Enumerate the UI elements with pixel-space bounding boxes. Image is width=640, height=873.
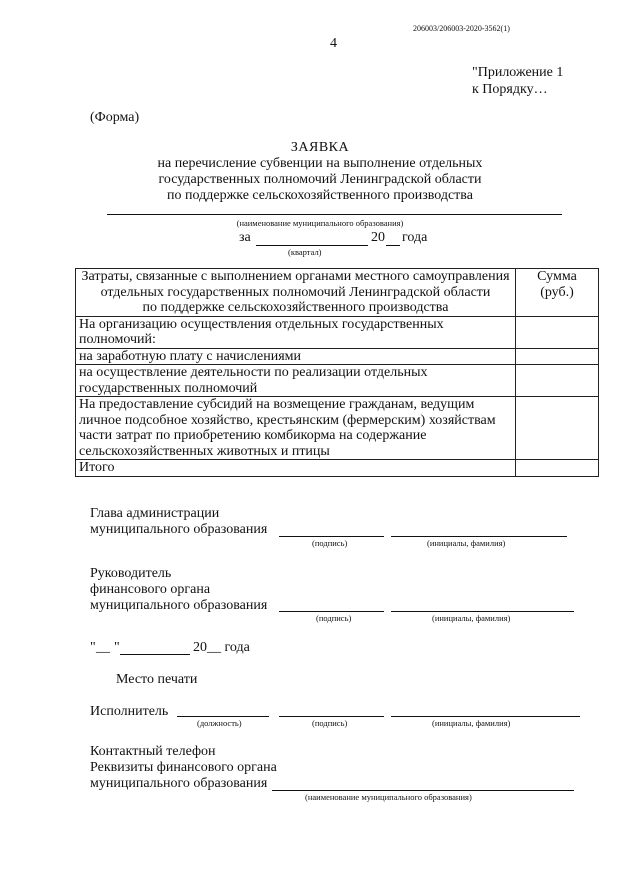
row-sum-cell[interactable]	[516, 397, 599, 460]
table-row	[76, 316, 599, 348]
head-name-caption: (инициалы, фамилия)	[427, 538, 506, 548]
finance-title-line-3: муниципального образования	[90, 598, 268, 613]
row-text-line: На предоставление субсидий на возмещение гражданам, ведущим	[79, 397, 475, 412]
row-label-cell	[76, 348, 516, 365]
row-text-line: Итого	[79, 460, 115, 475]
period-year-suffix: года	[402, 230, 428, 245]
table-row-total	[76, 460, 599, 477]
row-sum-cell[interactable]	[516, 316, 599, 348]
quarter-blank-line	[256, 245, 368, 246]
date-day-blank[interactable]: __	[96, 640, 110, 655]
form-label: (Форма)	[90, 110, 140, 125]
header-cell-expenses	[76, 269, 516, 317]
header-text-line: Сумма	[537, 269, 577, 284]
municipality-blank-line	[107, 214, 562, 215]
row-sum-cell[interactable]	[516, 348, 599, 365]
stamp-place-label: Место печати	[116, 672, 198, 687]
row-text-line: На организацию осуществления отдельных государственных	[79, 316, 444, 332]
row-text-line: государственных полномочий	[79, 380, 258, 396]
row-text-line: сельскохозяйственных животных и птицы	[79, 443, 330, 459]
executor-label: Исполнитель	[90, 704, 169, 719]
head-signature-caption: (подпись)	[312, 538, 348, 548]
title-line-3: по поддержке сельскохозяйственного производства	[167, 188, 473, 203]
date-quote-close: "	[114, 640, 120, 655]
date-month-line[interactable]	[120, 654, 190, 655]
finance-signature-line[interactable]	[279, 611, 384, 612]
table-header-row	[76, 269, 599, 317]
header-cell-sum	[516, 269, 599, 317]
document-title: ЗАЯВКА	[290, 140, 350, 155]
row-text-line: части затрат по приобретению комбикорма на содержание	[79, 428, 427, 443]
contact-phone-label: Контактный телефон	[90, 744, 216, 759]
period-year-prefix: 20	[371, 230, 385, 245]
quarter-caption: (квартал)	[288, 247, 322, 257]
title-line-2: государственных полномочий Ленинградской области	[158, 172, 482, 187]
page-number: 4	[330, 36, 337, 51]
period-prefix: за	[239, 230, 251, 245]
date-year: 20__ года	[193, 640, 250, 655]
row-label-cell	[76, 460, 516, 477]
municipality-name-caption: (наименование муниципального образования)	[305, 792, 472, 802]
municipality-caption: (наименование муниципального образования)	[236, 218, 404, 228]
table-row	[76, 348, 599, 365]
row-label-cell	[76, 365, 516, 397]
finance-requisites-label-2: муниципального образования	[90, 776, 268, 791]
table-row	[76, 365, 599, 397]
executor-name-caption: (инициалы, фамилия)	[432, 718, 511, 728]
header-text-line: по поддержке сельскохозяйственного производства	[142, 300, 449, 315]
head-name-line[interactable]	[391, 536, 567, 537]
appendix-line-1: "Приложение 1	[472, 65, 564, 80]
appendix-line-2: к Порядку…	[472, 82, 548, 97]
executor-position-line[interactable]	[177, 716, 269, 717]
row-text-line: на заработную плату с начислениями	[79, 348, 302, 364]
date-quote-open: "	[90, 640, 96, 655]
year-blank-line	[386, 245, 400, 246]
municipality-name-line[interactable]	[272, 790, 574, 791]
finance-name-line[interactable]	[391, 611, 574, 612]
row-sum-cell[interactable]	[516, 365, 599, 397]
row-label-cell	[76, 316, 516, 348]
header-text-line: отдельных государственных полномочий Ленинградской области	[100, 284, 491, 300]
executor-position-caption: (должность)	[197, 718, 242, 728]
head-title-line-1: Глава администрации	[90, 506, 220, 521]
head-signature-line[interactable]	[279, 536, 384, 537]
executor-name-line[interactable]	[391, 716, 580, 717]
row-sum-cell[interactable]	[516, 460, 599, 477]
finance-signature-caption: (подпись)	[316, 613, 352, 623]
expense-table	[75, 268, 599, 477]
row-text-line: личное подсобное хозяйство, крестьянским (фермерским) хозяйствам	[79, 412, 496, 428]
row-text-line: полномочий:	[79, 332, 156, 347]
row-text-line: на осуществление деятельности по реализации отдельных	[79, 365, 428, 380]
document-id: 206003/206003-2020-3562(1)	[413, 24, 510, 33]
table-row	[76, 397, 599, 460]
finance-name-caption: (инициалы, фамилия)	[432, 613, 511, 623]
finance-title-line-2: финансового органа	[90, 582, 211, 597]
header-text-line: (руб.)	[540, 284, 574, 300]
finance-requisites-label: Реквизиты финансового органа	[90, 760, 277, 775]
head-title-line-2: муниципального образования	[90, 522, 268, 537]
finance-title-line-1: Руководитель	[90, 566, 172, 581]
header-text-line: Затраты, связанные с выполнением органами местного самоуправления	[81, 269, 510, 284]
row-label-cell	[76, 397, 516, 460]
executor-signature-line[interactable]	[279, 716, 384, 717]
title-line-1: на перечисление субвенции на выполнение отдельных	[157, 156, 483, 171]
executor-signature-caption: (подпись)	[312, 718, 348, 728]
